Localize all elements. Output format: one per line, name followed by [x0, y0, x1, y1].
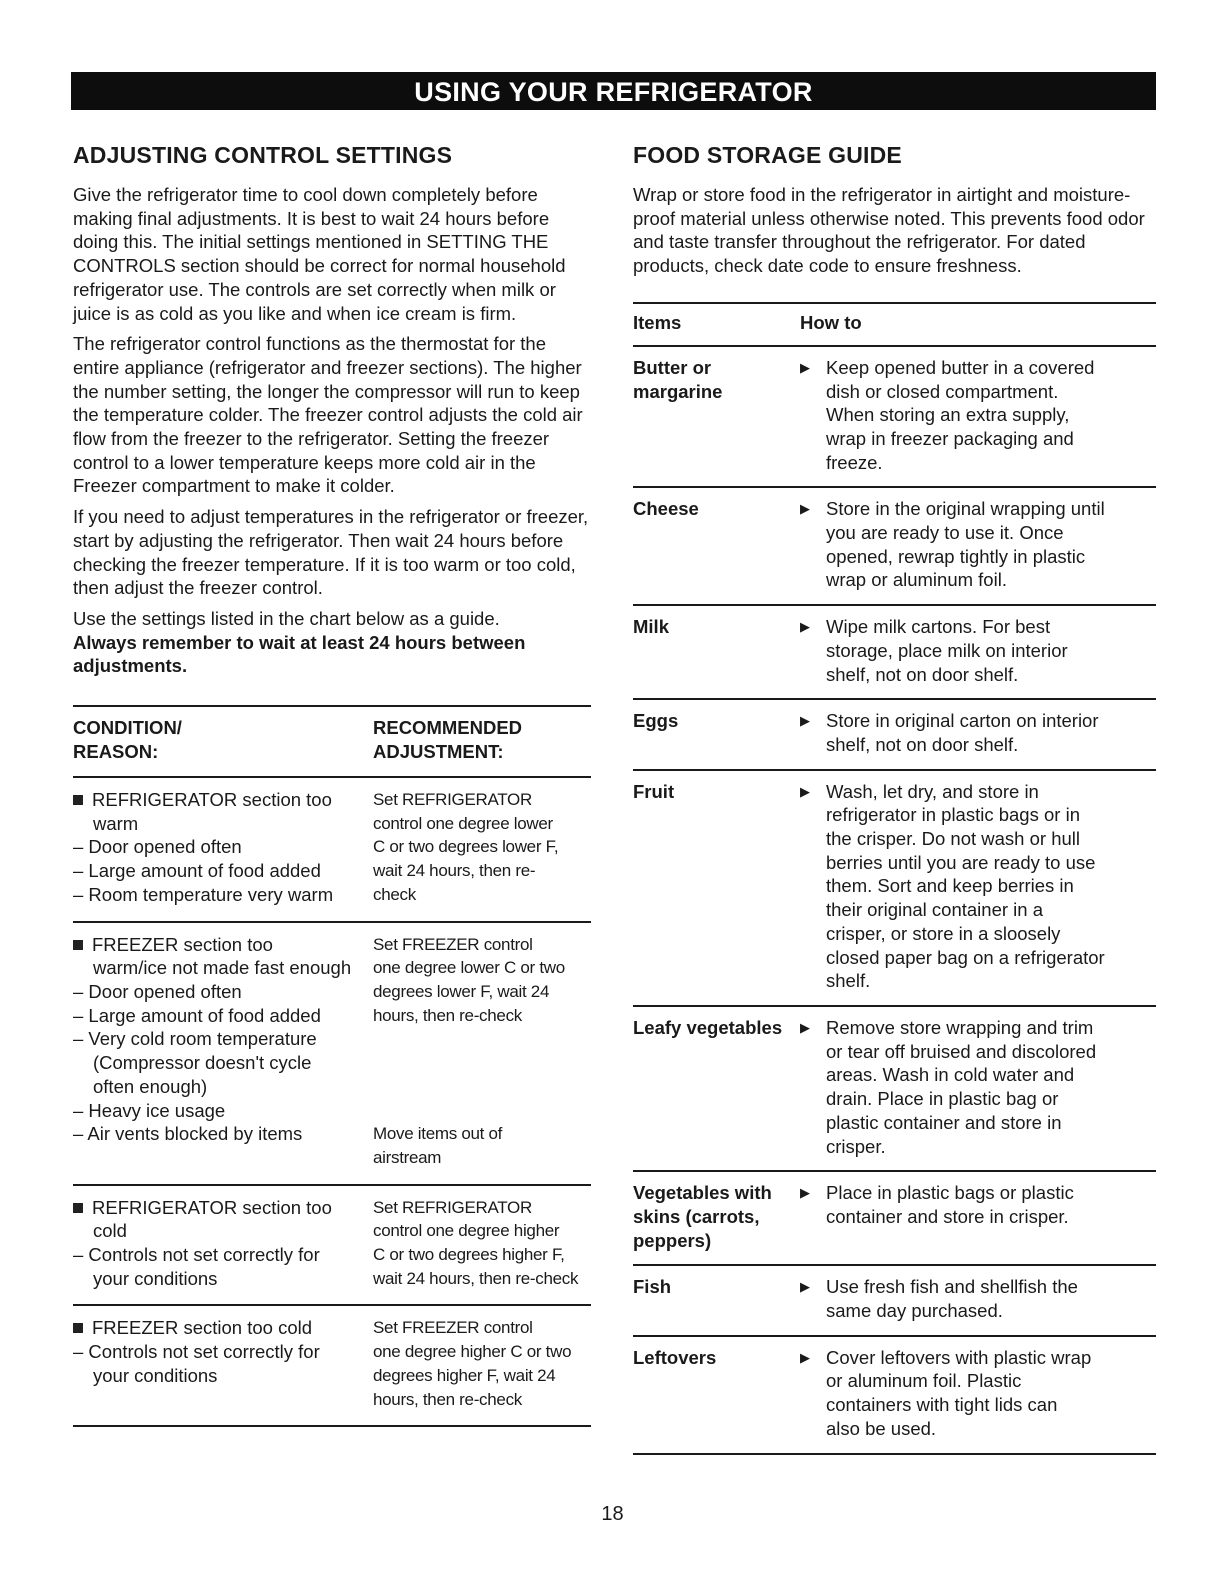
header-recommended: RECOMMENDED	[373, 717, 523, 739]
table-row	[633, 1337, 1156, 1455]
adjustment-line: C or two degrees lower F,	[373, 837, 559, 857]
adjustment-cell	[373, 788, 591, 907]
howto-line: drain. Place in plastic bag or	[826, 1088, 1059, 1110]
adjustment-line: control one degree higher	[373, 1221, 560, 1241]
header-items: Items	[633, 311, 682, 333]
page-number: 18	[601, 1503, 624, 1525]
howto-text	[826, 615, 1068, 686]
howto-line: Wash, let dry, and store in	[826, 780, 1039, 802]
triangle-bullet-icon: ▶	[800, 619, 810, 635]
howto-line: areas. Wash in cold water and	[826, 1064, 1075, 1086]
item-name: Leftovers	[633, 1346, 717, 1368]
header-condition: CONDITION/	[73, 717, 182, 739]
item-cell	[633, 615, 800, 686]
howto-line: crisper.	[826, 1135, 886, 1157]
section-banner: USING YOUR REFRIGERATOR	[71, 72, 1156, 110]
square-bullet-icon	[73, 1203, 83, 1213]
triangle-bullet-icon: ▶	[800, 713, 810, 729]
condition-text: (Compressor doesn't cycle	[93, 1052, 312, 1074]
howto-cell	[800, 1181, 1156, 1252]
item-cell	[633, 1346, 800, 1441]
item-name: Butter or	[633, 356, 712, 378]
condition-text: – Large amount of food added	[73, 1004, 321, 1026]
table-header	[633, 304, 1156, 347]
item-cell	[633, 497, 800, 592]
item-name: Cheese	[633, 498, 699, 520]
howto-cell	[800, 1275, 1156, 1322]
condition-line	[73, 1340, 373, 1364]
condition-text: warm	[93, 812, 139, 834]
adjustment-spacer	[373, 1027, 591, 1122]
adjusting-controls-section	[73, 142, 591, 1427]
item-name: peppers)	[633, 1229, 712, 1251]
howto-cell	[800, 1016, 1156, 1158]
howto-line: Use fresh fish and shellfish the	[826, 1276, 1078, 1298]
item-cell	[633, 1275, 800, 1322]
howto-line: Place in plastic bags or plastic	[826, 1182, 1074, 1204]
condition-text: often enough)	[93, 1075, 208, 1097]
howto-text	[826, 709, 1099, 756]
adjustment-line: hours, then re-check	[373, 1005, 522, 1025]
condition-text: – Controls not set correctly for	[73, 1244, 320, 1265]
howto-cell	[800, 709, 1156, 756]
condition-line	[73, 1027, 373, 1051]
howto-line: Store in the original wrapping until	[826, 498, 1105, 520]
table-row	[73, 1186, 591, 1307]
howto-line: shelf.	[826, 970, 871, 992]
howto-line: Keep opened butter in a covered	[826, 356, 1095, 378]
howto-line: wrap or aluminum foil.	[826, 569, 1007, 591]
paragraph: The refrigerator control functions as the thermostat for the entire appliance (refrigerator and freezer sections). The higher the number setting, the longer the compressor will run to keep the temperature colder. The freezer control adjusts the cold air flow from the freezer to the refrigerator. Setting the freezer control to a lower temperature keeps more cold air in the Freezer compartment to make it colder.	[73, 333, 583, 497]
adjustment-line: Set FREEZER control	[373, 1318, 533, 1338]
howto-line: their original container in a	[826, 899, 1043, 921]
condition-line	[73, 1122, 373, 1146]
condition-text: REFRIGERATOR section too	[92, 1196, 332, 1218]
adjustment-line: Move items out of	[373, 1124, 503, 1144]
howto-text	[826, 1346, 1091, 1441]
condition-line	[73, 883, 373, 907]
item-name: margarine	[633, 380, 723, 402]
condition-text: cold	[93, 1220, 127, 1242]
table-row	[633, 1172, 1156, 1266]
item-name: Milk	[633, 616, 669, 638]
howto-line: Remove store wrapping and trim	[826, 1016, 1094, 1038]
adjustment-cell	[373, 1196, 591, 1291]
howto-line: or aluminum foil. Plastic	[826, 1370, 1022, 1392]
adjustment-line: hours, then re-check	[373, 1389, 522, 1409]
square-bullet-icon	[73, 1323, 83, 1333]
adjustment-line: wait 24 hours, then re-	[373, 861, 536, 881]
header-howto: How to	[800, 311, 862, 333]
table-row	[633, 488, 1156, 606]
condition-text: FREEZER section too cold	[92, 1317, 313, 1339]
adjustment-line: wait 24 hours, then re-check	[373, 1268, 579, 1288]
howto-line: shelf, not on door shelf.	[826, 733, 1019, 755]
header-reason: REASON:	[73, 741, 159, 763]
condition-line	[73, 980, 373, 1004]
table-row	[633, 347, 1156, 489]
adjustment-line: Set FREEZER control	[373, 934, 533, 954]
condition-text: warm/ice not made fast enough	[93, 957, 352, 979]
item-cell	[633, 780, 800, 993]
condition-cell	[73, 788, 373, 907]
item-cell	[633, 356, 800, 475]
triangle-bullet-icon: ▶	[800, 783, 810, 799]
condition-line	[73, 933, 373, 957]
howto-line: plastic container and store in	[826, 1111, 1062, 1133]
condition-line	[73, 1364, 373, 1388]
condition-line	[73, 835, 373, 859]
howto-line: same day purchased.	[826, 1300, 1003, 1322]
table-header	[73, 707, 591, 778]
triangle-bullet-icon: ▶	[800, 501, 810, 517]
howto-line: When storing an extra supply,	[826, 404, 1070, 426]
condition-line	[73, 956, 373, 980]
control-settings-table	[73, 705, 591, 1427]
howto-line: also be used.	[826, 1417, 937, 1439]
condition-text: REFRIGERATOR section too	[92, 789, 332, 811]
adjustment-line: check	[373, 884, 416, 904]
table-row	[73, 923, 591, 1186]
condition-line	[73, 859, 373, 883]
condition-text: – Door opened often	[73, 980, 242, 1002]
triangle-bullet-icon: ▶	[800, 1279, 810, 1295]
square-bullet-icon	[73, 940, 83, 950]
howto-line: Wipe milk cartons. For best	[826, 616, 1051, 638]
item-name: skins (carrots,	[633, 1205, 760, 1227]
table-row	[73, 778, 591, 923]
table-row	[633, 700, 1156, 770]
item-cell	[633, 709, 800, 756]
condition-cell	[73, 1196, 373, 1291]
item-name: Fruit	[633, 780, 675, 802]
adjustment-cell	[373, 1316, 591, 1411]
howto-line: Store in original carton on interior	[826, 710, 1099, 732]
condition-line	[73, 1243, 373, 1267]
adjustment-line: degrees lower F, wait 24	[373, 981, 550, 1001]
adjustment-line: one degree higher C or two	[373, 1342, 572, 1362]
condition-text: FREEZER section too	[92, 933, 273, 955]
howto-line: freeze.	[826, 451, 883, 473]
condition-line	[73, 1196, 373, 1220]
howto-line: closed paper bag on a refrigerator	[826, 946, 1105, 968]
howto-text	[826, 356, 1094, 475]
condition-line	[73, 788, 373, 812]
item-cell	[633, 1181, 800, 1252]
howto-line: dish or closed compartment.	[826, 380, 1059, 402]
condition-line	[73, 1316, 373, 1340]
header-adjustment: ADJUSTMENT:	[373, 741, 504, 763]
adjustment-line: Set REFRIGERATOR	[373, 790, 532, 810]
condition-line	[73, 1267, 373, 1291]
condition-text: – Door opened often	[73, 836, 242, 858]
adjustment-line: Set REFRIGERATOR	[373, 1197, 532, 1217]
food-storage-intro: Wrap or store food in the refrigerator in airtight and moisture-proof material unless otherwise noted. This prevents food odor and taste transfer throughout the refrigerator. For dated products, check date code to ensure freshness.	[633, 184, 1145, 277]
howto-line: them. Sort and keep berries in	[826, 875, 1074, 897]
triangle-bullet-icon: ▶	[800, 359, 810, 375]
condition-line	[73, 1051, 373, 1075]
howto-line: container and store in crisper.	[826, 1205, 1069, 1227]
adjustment-line: degrees higher F, wait 24	[373, 1365, 556, 1385]
howto-cell	[800, 780, 1156, 993]
adjustment-line: control one degree lower	[373, 813, 553, 833]
table-row	[73, 1306, 591, 1427]
condition-text: your conditions	[93, 1267, 218, 1289]
condition-line	[73, 1075, 373, 1099]
condition-text: – Air vents blocked by items	[73, 1123, 303, 1145]
howto-line: crisper, or store in a sloosely	[826, 922, 1061, 944]
howto-line: the crisper. Do not wash or hull	[826, 828, 1080, 850]
howto-line: storage, place milk on interior	[826, 639, 1068, 661]
adjustment-line: C or two degrees higher F,	[373, 1245, 565, 1264]
condition-line	[73, 1099, 373, 1123]
table-row	[633, 606, 1156, 700]
item-name: Fish	[633, 1276, 672, 1298]
howto-line: Cover leftovers with plastic wrap	[826, 1346, 1092, 1368]
condition-text: your conditions	[93, 1364, 218, 1386]
howto-text	[826, 497, 1105, 592]
square-bullet-icon	[73, 795, 83, 805]
food-storage-section	[633, 142, 1156, 1455]
howto-cell	[800, 497, 1156, 592]
howto-line: or tear off bruised and discolored	[826, 1040, 1097, 1062]
howto-line: opened, rewrap tightly in plastic	[826, 545, 1086, 567]
howto-cell	[800, 1346, 1156, 1441]
table-row	[633, 1007, 1156, 1172]
item-name: Eggs	[633, 710, 679, 732]
howto-line: berries until you are ready to use	[826, 851, 1096, 873]
howto-text	[826, 1181, 1074, 1252]
condition-cell	[73, 1316, 373, 1411]
howto-line: refrigerator in plastic bags or in	[826, 804, 1080, 826]
condition-text: – Room temperature very warm	[73, 883, 334, 905]
paragraph: Use the settings listed in the chart below as a guide.	[73, 607, 500, 629]
adjustment-cell	[373, 933, 591, 1170]
condition-text: – Very cold room temperature	[73, 1028, 317, 1050]
howto-line: wrap in freezer packaging and	[826, 427, 1074, 449]
condition-text: – Large amount of food added	[73, 860, 321, 882]
howto-text	[826, 1275, 1078, 1322]
table-row	[633, 1266, 1156, 1336]
triangle-bullet-icon: ▶	[800, 1349, 810, 1365]
howto-text	[826, 1016, 1096, 1158]
paragraph: Give the refrigerator time to cool down completely before making final adjustments. It is best to wait 24 hours before doing this. The initial settings mentioned in SETTING THE CONTROLS section should be correct for normal household refrigerator use. The controls are set correctly when milk or juice is as cold as you like and when ice cream is firm.	[73, 184, 566, 324]
condition-cell	[73, 933, 373, 1170]
condition-line	[73, 812, 373, 836]
howto-line: shelf, not on door shelf.	[826, 663, 1019, 685]
howto-cell	[800, 356, 1156, 475]
triangle-bullet-icon: ▶	[800, 1019, 810, 1035]
condition-line	[73, 1004, 373, 1028]
howto-line: containers with tight lids can	[826, 1394, 1058, 1416]
item-name: Vegetables with	[633, 1182, 772, 1204]
item-cell	[633, 1016, 800, 1158]
howto-text	[826, 780, 1105, 993]
howto-cell	[800, 615, 1156, 686]
triangle-bullet-icon: ▶	[800, 1185, 810, 1201]
food-storage-heading: FOOD STORAGE GUIDE	[633, 142, 902, 168]
bold-note: Always remember to wait at least 24 hours between adjustments.	[73, 631, 526, 677]
paragraph: If you need to adjust temperatures in the refrigerator or freezer, start by adjusting the refrigerator. Then wait 24 hours before checking the freezer temperature. If it is too warm or too cold, then adjust the freezer control.	[73, 506, 589, 599]
condition-text: – Heavy ice usage	[73, 1099, 226, 1121]
table-row	[633, 771, 1156, 1007]
food-storage-table	[633, 302, 1156, 1455]
adjustment-line: airstream	[373, 1147, 442, 1167]
howto-line: you are ready to use it. Once	[826, 522, 1064, 544]
condition-text: – Controls not set correctly for	[73, 1341, 320, 1363]
adjusting-heading: ADJUSTING CONTROL SETTINGS	[73, 142, 453, 168]
adjustment-line: one degree lower C or two	[373, 958, 565, 978]
item-name: Leafy vegetables	[633, 1016, 783, 1038]
condition-line	[73, 1219, 373, 1243]
